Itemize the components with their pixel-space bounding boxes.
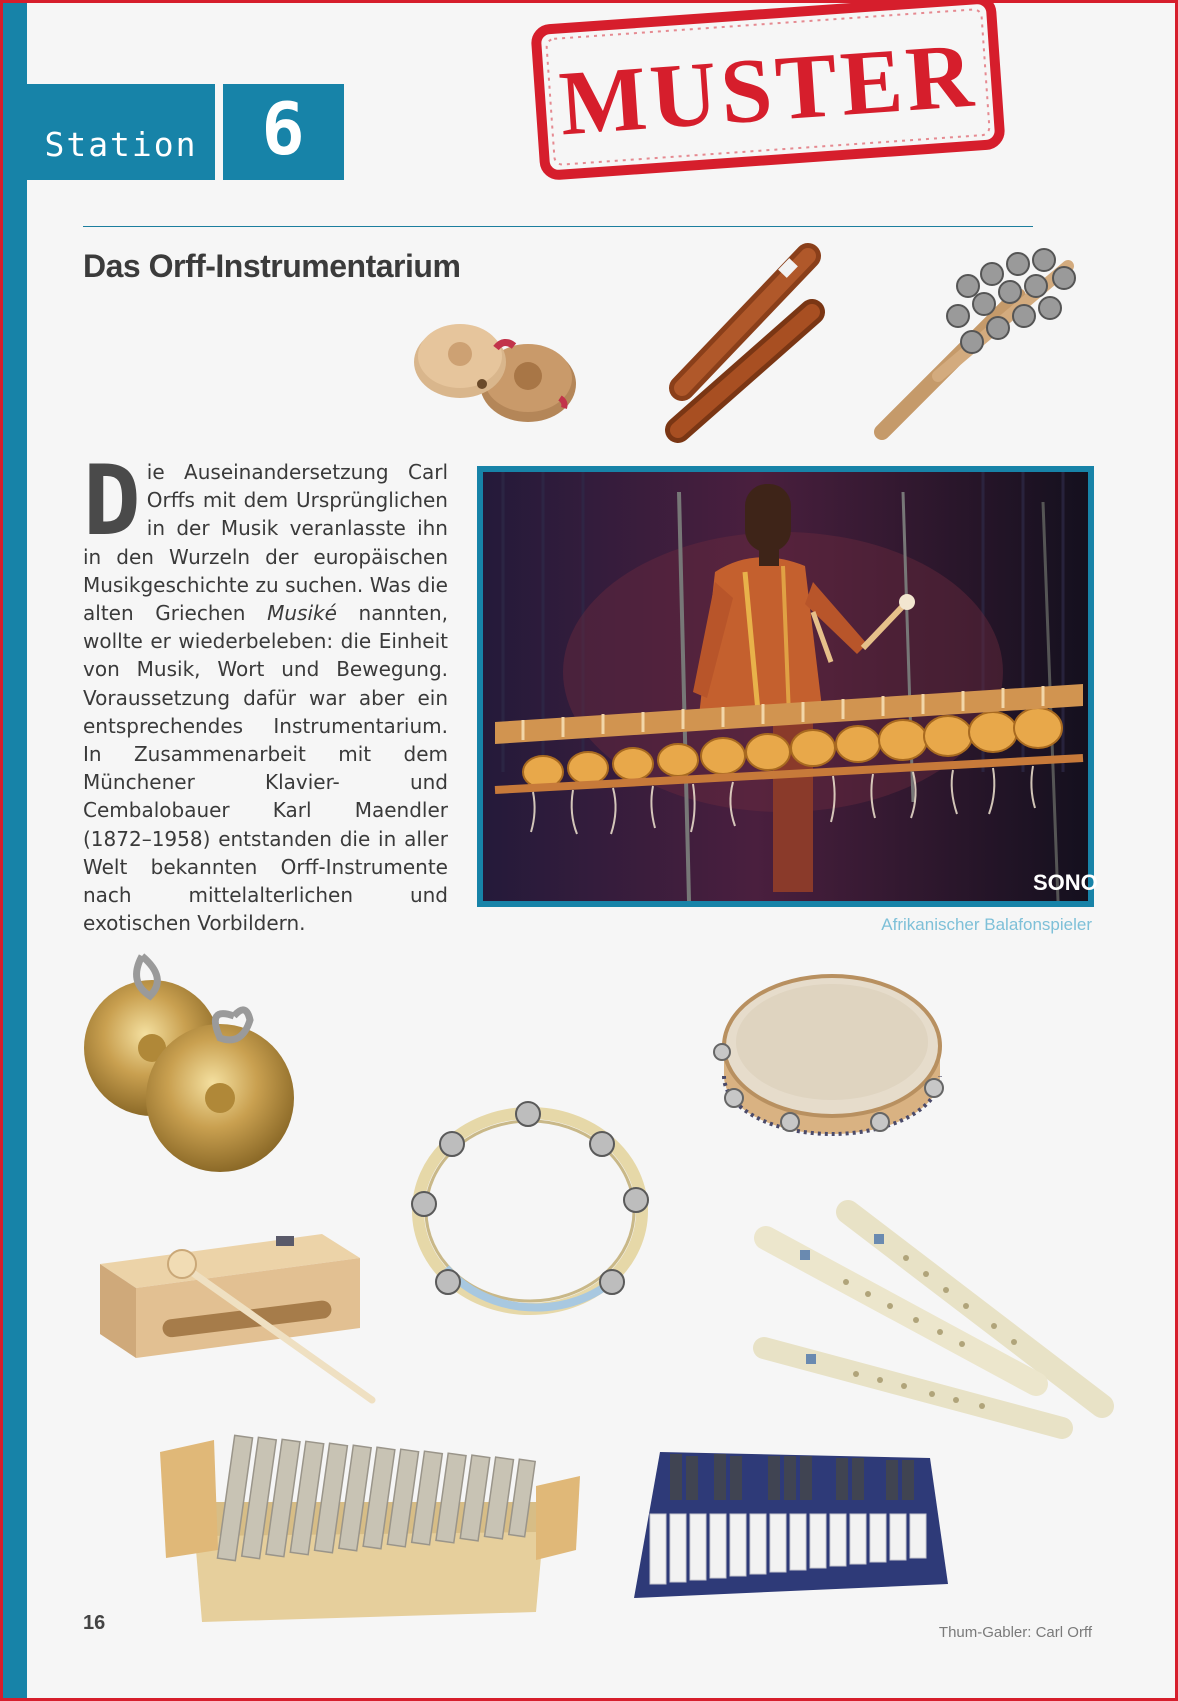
intro-text-part-1: ie Auseinandersetzung Carl Orffs mit dem Ursprünglichen in der Musik veranlasste ihn in den Wurzeln der europäischen Musikgeschichte zu suchen. Was die alten Griechen — [83, 460, 448, 626]
photo-caption: Afrikanischer Balafonspieler — [881, 915, 1092, 934]
left-accent-bar — [3, 3, 27, 1698]
balafon-photo — [477, 466, 1098, 907]
wood-block-icon — [96, 1224, 386, 1408]
intro-paragraph — [83, 445, 448, 937]
tambourine-ring-icon — [406, 1098, 656, 1324]
station-number: 6 — [261, 87, 305, 171]
castanets-icon — [410, 306, 590, 432]
sleigh-bells-icon — [868, 246, 1088, 446]
title-rule — [83, 226, 1033, 227]
cymbals-icon — [80, 948, 300, 1178]
hand-drum-icon — [710, 962, 955, 1144]
stage-sign: SONO — [1033, 870, 1098, 895]
xylophone-icon — [156, 1432, 582, 1628]
page-title: Das Orff-Instrumentarium — [83, 248, 461, 284]
stamp-text: MUSTER — [556, 23, 980, 155]
glockenspiel-icon — [630, 1448, 948, 1604]
intro-emphasis: Musiké — [267, 601, 337, 626]
footer-credit: Thum-Gabler: Carl Orff — [938, 1624, 1092, 1641]
claves-icon — [660, 240, 830, 446]
recorders-icon — [746, 1198, 1116, 1448]
station-label: Station — [44, 125, 198, 164]
page-number: 16 — [83, 1612, 106, 1634]
station-label-box — [27, 84, 215, 180]
intro-text-part-2: nannten, wollte er wiederbeleben: die Einheit von Musik, Wort und Bewegung. Voraussetzung dafür war aber ein entsprechendes Instrumentarium. In Zusammenarbeit mit dem Münchener Klavier- und Cembalobauer Karl Maendler (1872–1958) entstanden die in aller Welt bekannten Orff-Instrumente nach mittelalterlichen und exotischen Vorbildern. — [83, 601, 448, 936]
muster-stamp — [529, 0, 1007, 182]
drop-cap: D — [83, 445, 141, 557]
station-number-box — [223, 84, 344, 180]
